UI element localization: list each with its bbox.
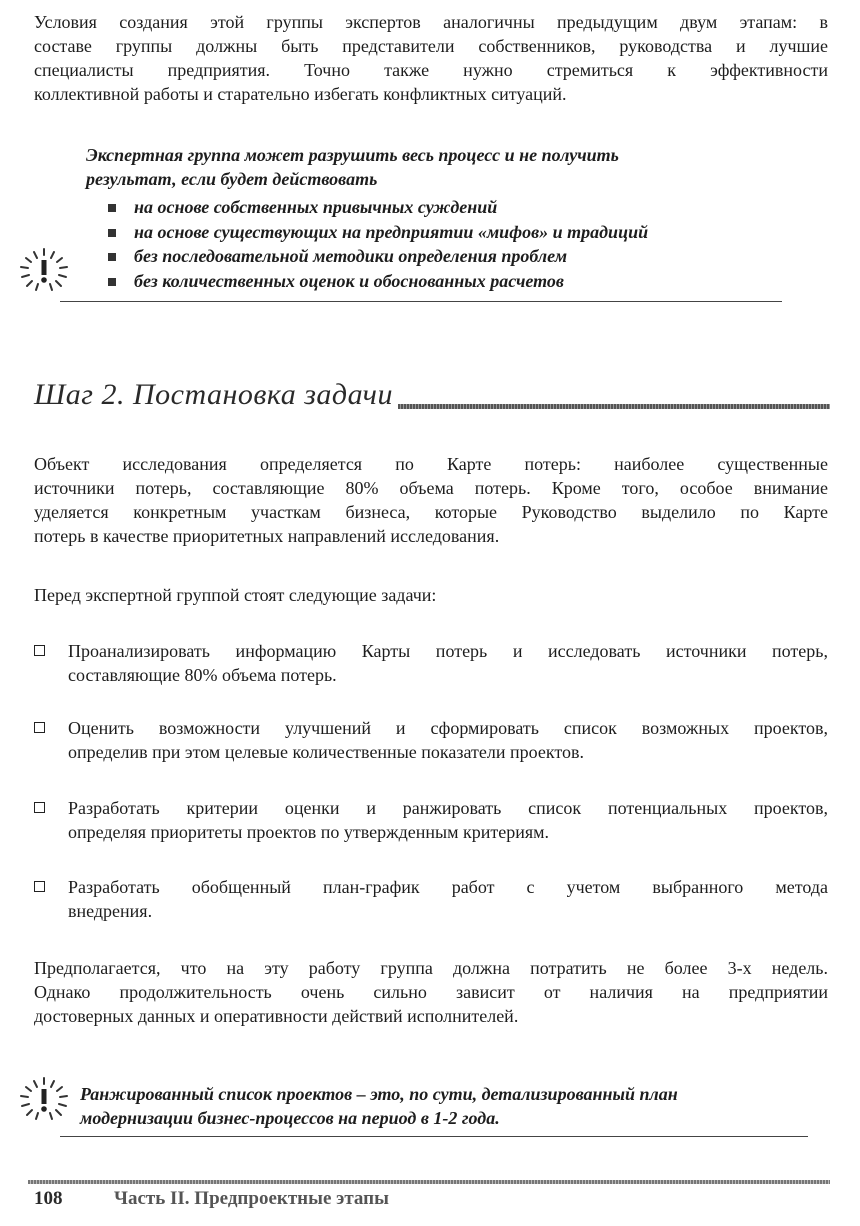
warning-note-item-text: на основе собственных привычных суждений [134, 197, 498, 217]
intro-line: составе группы должны быть представители собственников, руководства и лучшие [34, 36, 828, 56]
task-line: определив при этом целевые количественные показатели проектов. [68, 742, 584, 762]
empty-checkbox-icon [34, 722, 45, 733]
empty-checkbox-icon [34, 802, 45, 813]
exclamation-burst-icon [18, 1076, 70, 1122]
warning-note-item-text: на основе существующих на предприятии «мифов» и традиций [134, 221, 649, 242]
warning-note-title-line: Экспертная группа может разрушить весь процесс и не получить [86, 145, 619, 165]
task-line: Проанализировать информацию Карты потерь и исследовать источники потерь, [68, 641, 828, 661]
warning-note-item [108, 244, 648, 269]
duration-paragraph [34, 956, 828, 1028]
warning-note-item [108, 195, 648, 220]
task-item [34, 639, 828, 687]
empty-checkbox-icon [34, 645, 45, 656]
empty-checkbox-icon [34, 881, 45, 892]
task-item [34, 716, 828, 764]
warning-note-item [108, 269, 648, 294]
object-paragraph [34, 452, 828, 548]
object-line: источники потерь, составляющие 80% объема потерь. Кроме того, особое внимание [34, 478, 828, 498]
warning-note-list [108, 195, 648, 293]
square-bullet-icon [108, 253, 116, 261]
intro-paragraph [34, 10, 828, 106]
step-heading: Шаг 2. Постановка задачи [34, 378, 393, 411]
duration-line: Однако продолжительность очень сильно зависит от наличия на предприятии [34, 982, 828, 1002]
task-line: составляющие 80% объема потерь. [68, 665, 337, 685]
final-note-line: модернизации бизнес-процессов на период в 1-2 года. [80, 1108, 500, 1128]
final-note-rule [60, 1136, 808, 1137]
task-item [34, 875, 828, 923]
intro-line: Условия создания этой группы экспертов аналогичны предыдущим двум этапам: в [34, 12, 828, 32]
warning-note-item-text: без количественных оценок и обоснованных расчетов [134, 270, 564, 291]
step-heading-rule [398, 404, 830, 409]
task-line: внедрения. [68, 901, 153, 921]
warning-note-title [86, 143, 786, 191]
page-number: 108 [34, 1188, 63, 1209]
final-note-line: Ранжированный список проектов – это, по сути, детализированный план [80, 1084, 678, 1104]
warning-note-title-line: результат, если будет действовать [86, 169, 378, 189]
part-title: Часть II. Предпроектные этапы [114, 1188, 389, 1209]
object-line: уделяется конкретным участкам бизнеса, которые Руководство выделило по Карте [34, 502, 828, 522]
final-note [80, 1082, 820, 1130]
warning-note-rule [60, 301, 782, 302]
exclamation-burst-icon [18, 247, 70, 293]
task-line: Разработать критерии оценки и ранжировать список потенциальных проектов, [68, 798, 828, 818]
task-item [34, 796, 828, 844]
tasks-intro-text: Перед экспертной группой стоят следующие задачи: [34, 585, 437, 605]
task-line: Разработать обобщенный план-график работ с учетом выбранного метода [68, 877, 828, 897]
intro-line: коллективной работы и старательно избегать конфликтных ситуаций. [34, 84, 567, 104]
warning-note-item [108, 220, 648, 245]
intro-line: специалисты предприятия. Точно также нужно стремиться к эффективности [34, 60, 828, 80]
duration-line: достоверных данных и оперативности действий исполнителей. [34, 1006, 519, 1026]
object-line: Объект исследования определяется по Карте потерь: наиболее существенные [34, 454, 828, 474]
square-bullet-icon [108, 278, 116, 286]
page-footer [34, 1188, 389, 1210]
tasks-intro [34, 583, 828, 607]
duration-line: Предполагается, что на эту работу группа должна потратить не более 3-х недель. [34, 958, 828, 978]
footer-rule [28, 1180, 830, 1184]
square-bullet-icon [108, 229, 116, 237]
object-line: потерь в качестве приоритетных направлений исследования. [34, 526, 500, 546]
warning-note-item-text: без последовательной методики определения проблем [134, 246, 568, 266]
square-bullet-icon [108, 204, 116, 212]
task-line: Оценить возможности улучшений и сформировать список возможных проектов, [68, 718, 828, 738]
task-line: определяя приоритеты проектов по утвержденным критериям. [68, 822, 550, 842]
